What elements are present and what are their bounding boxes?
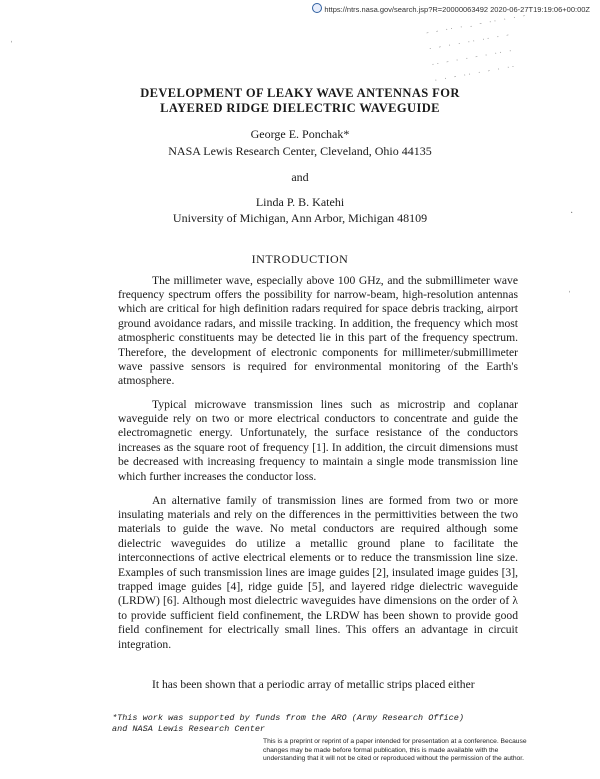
paragraph-3: An alternative family of transmission lines are formed from two or more insulating materials and rely on the differences in the permittivities between the two materials to guide the wave. No metal conductors are required although some dielectric waveguides do utilize a metallic ground plane to facilitate the interconnections of active electrical elements or to reduce the transmission line size. Examples of such transmission lines are image guides [2], insulated image guides [3], trapped image guides [4], ridge guide [5], and layered ridge dielectric waveguide (LRDW) [6]. Although most dielectric waveguides have dimensions on the order of λ to provide sufficient field confinement, the LRDW has been shown to provide good field confinement for electrically small lines. This offers an advantage in circuit integration.	[118, 493, 518, 651]
paragraph-2: Typical microwave transmission lines such as microstrip and coplanar waveguide rely on two or more electrical conductors to concentrate and guide the electromagnetic energy. Unfortunately, the surface resistance of the conductors increases as the square root of frequency [1]. In addition, the circuit dimensions must be decreased with increasing frequency to maintain a single mode transmission line which further increases the conductor loss.	[118, 397, 518, 483]
author-1-name: George E. Ponchak*	[250, 127, 350, 141]
section-heading: INTRODUCTION	[251, 252, 349, 266]
author-2-name: Linda P. B. Katehi	[255, 195, 345, 209]
fax-transmission-header: - - ·· · . - ·· · · - · - · · ·· ·· · - ·· - · · - · ·· · · · - ·· · - · ··	[425, 12, 528, 85]
paragraph-1: The millimeter wave, especially above 100 GHz, and the submillimeter wave frequency spectrum offers the possibility for narrow-beam, high-resolution antennas which are critical for high definition radars required for space debris tracking, airport ground avoidance radars, and missile tracking. In addition, the frequency which most atmospheric constituents may be detected lie in this part of the frequency spectrum. Therefore, the development of electronic components for millimeter/submillimeter wave passive sensors is required for environmental monitoring of the Earth's atmosphere.	[118, 273, 518, 388]
globe-icon	[312, 3, 322, 13]
author-2-affiliation: University of Michigan, Ann Arbor, Michigan 48109	[172, 211, 428, 225]
author-1-affiliation: NASA Lewis Research Center, Cleveland, Ohio 44135	[168, 144, 432, 158]
author-conjunction: and	[291, 170, 309, 184]
margin-mark: ˈ	[10, 40, 14, 51]
funding-footnote: *This work was supported by funds from the ARO (Army Research Office) and NASA Lewis Research Center	[112, 713, 464, 734]
margin-mark: ·	[570, 208, 574, 219]
preprint-notice: This is a preprint or reprint of a paper intended for presentation at a conference. Because changes may be made before formal publication, this is made available with the understanding that it will not be cited or reproduced without the permission of the author.	[263, 738, 527, 763]
ntrs-url-stamp: https://ntrs.nasa.gov/search.jsp?R=20000063492 2020-06-27T19:19:06+00:00Z	[312, 3, 590, 14]
paragraph-4: It has been shown that a periodic array of metallic strips placed either	[152, 677, 475, 691]
margin-mark: ˈ	[568, 290, 572, 301]
paper-title: DEVELOPMENT OF LEAKY WAVE ANTENNAS FOR LAYERED RIDGE DIELECTRIC WAVEGUIDE	[140, 86, 460, 115]
